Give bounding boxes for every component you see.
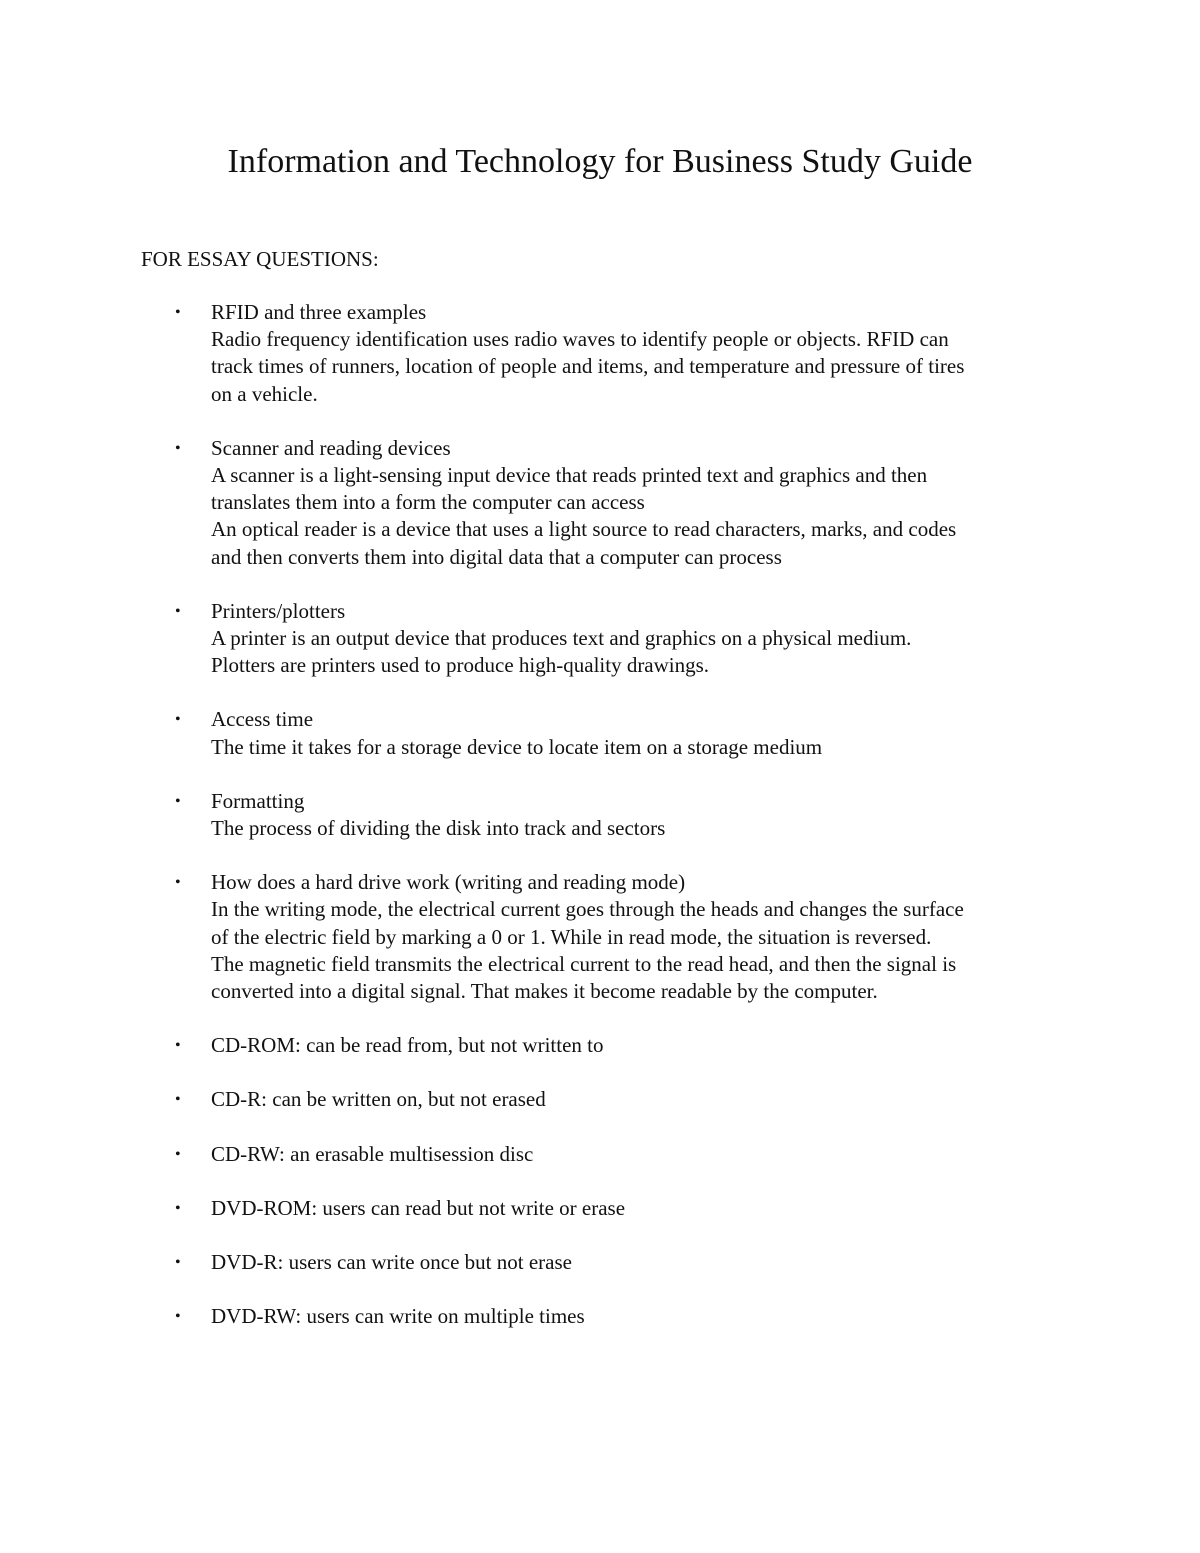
bullet-list: [141, 299, 1071, 1357]
list-item-heading: DVD-RW: users can write on multiple times: [211, 1304, 585, 1329]
list-item-text: An optical reader is a device that uses a light source to read characters, marks, and codes: [211, 517, 957, 542]
bullet-icon: •: [175, 1145, 181, 1163]
bullet-icon: •: [175, 602, 181, 620]
list-item-heading: CD-ROM: can be read from, but not written to: [211, 1033, 604, 1058]
list-item-text: of the electric field by marking a 0 or 1. While in read mode, the situation is reversed.: [211, 924, 932, 949]
page-title: Information and Technology for Business Study Guide: [227, 143, 973, 180]
list-item-heading: Scanner and reading devices: [211, 435, 451, 460]
bullet-icon: •: [175, 1091, 181, 1109]
list-item-text: Radio frequency identification uses radio waves to identify people or objects. RFID can: [211, 327, 949, 352]
list-item-text: track times of runners, location of people and items, and temperature and pressure of tires: [211, 354, 965, 379]
list-item-text: converted into a digital signal. That makes it become readable by the computer.: [211, 979, 878, 1004]
list-item-text: Plotters are printers used to produce high-quality drawings.: [211, 653, 710, 678]
bullet-icon: •: [175, 792, 181, 810]
list-item: [141, 1086, 1071, 1113]
list-item-text: and then converts them into digital data that a computer can process: [211, 544, 782, 569]
list-item-text: The magnetic field transmits the electrical current to the read head, and then the signal is: [211, 951, 957, 976]
list-item: [141, 598, 1071, 680]
list-item: [141, 706, 1071, 760]
list-item: [141, 435, 1071, 571]
section-heading: FOR ESSAY QUESTIONS:: [141, 247, 379, 271]
list-item-heading: How does a hard drive work (writing and reading mode): [211, 870, 686, 895]
bullet-icon: •: [175, 874, 181, 892]
list-item-text: The process of dividing the disk into track and sectors: [211, 816, 666, 841]
list-item: [141, 869, 1071, 1005]
bullet-icon: •: [175, 711, 181, 729]
list-item: [141, 1141, 1071, 1168]
list-item-text: on a vehicle.: [211, 381, 318, 406]
list-item: [141, 1249, 1071, 1276]
list-item: [141, 1195, 1071, 1222]
bullet-icon: •: [175, 1254, 181, 1272]
list-item-text: A printer is an output device that produces text and graphics on a physical medium.: [211, 626, 912, 651]
list-item-text: In the writing mode, the electrical current goes through the heads and changes the surface: [211, 897, 964, 922]
list-item-heading: DVD-R: users can write once but not erase: [211, 1250, 572, 1275]
bullet-icon: •: [175, 1037, 181, 1055]
list-item-heading: Formatting: [211, 788, 305, 813]
list-item-heading: CD-R: can be written on, but not erased: [211, 1087, 546, 1112]
list-item: [141, 1032, 1071, 1059]
list-item-text: translates them into a form the computer can access: [211, 490, 645, 515]
list-item-heading: Printers/plotters: [211, 598, 346, 623]
list-item: [141, 299, 1071, 408]
list-item-text: The time it takes for a storage device to locate item on a storage medium: [211, 734, 823, 759]
bullet-icon: •: [175, 1199, 181, 1217]
list-item-text: A scanner is a light-sensing input device that reads printed text and graphics and then: [211, 463, 928, 488]
list-item-heading: RFID and three examples: [211, 300, 427, 324]
list-item: [141, 1303, 1071, 1330]
bullet-icon: •: [175, 304, 181, 321]
list-item-heading: Access time: [211, 707, 314, 732]
list-item: [141, 788, 1071, 842]
bullet-icon: •: [175, 1308, 181, 1326]
list-item-heading: CD-RW: an erasable multisession disc: [211, 1141, 534, 1166]
bullet-icon: •: [175, 439, 181, 457]
list-item-heading: DVD-ROM: users can read but not write or erase: [211, 1195, 626, 1220]
